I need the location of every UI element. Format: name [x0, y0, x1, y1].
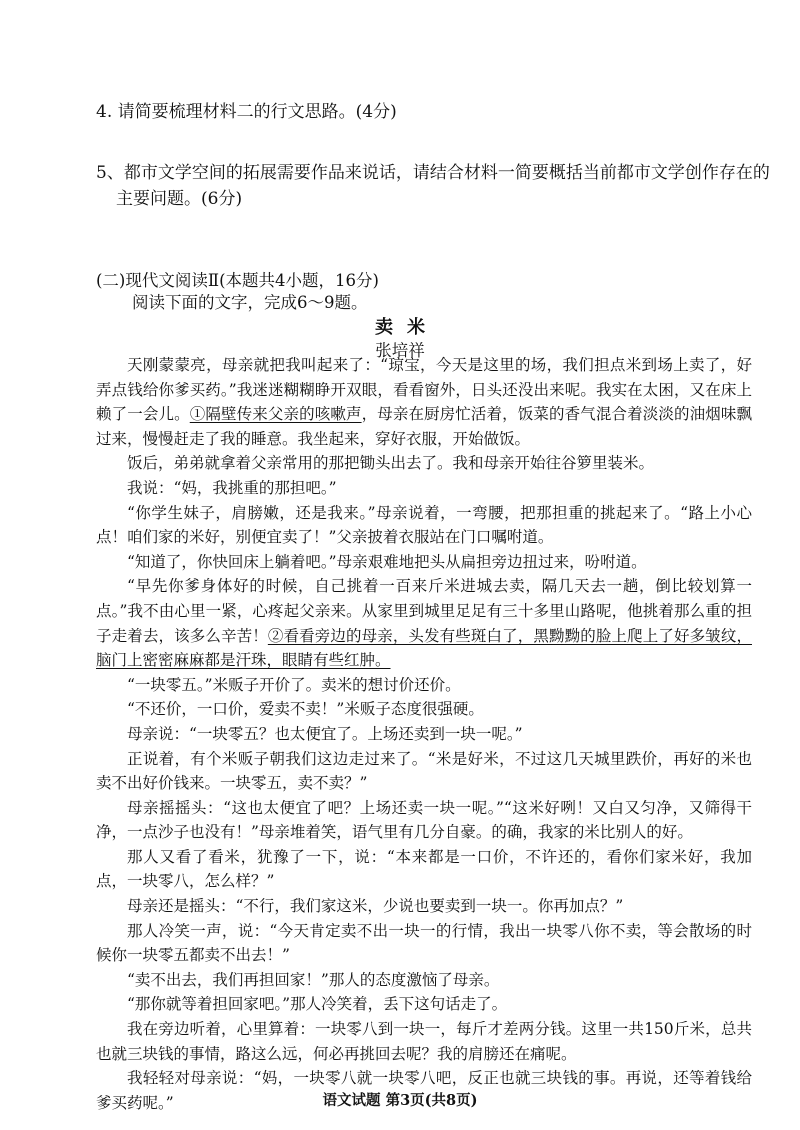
underlined-sentence-2: ②看看旁边的母亲，头发有些斑白了，黑黝黝的脸上爬上了好多皱纹，脑门上密密麻麻都是汗珠，眼睛有些红肿。	[96, 626, 752, 670]
paragraph	[96, 353, 752, 451]
paragraph: “那你就等着担回家吧。”那人冷笑着，丢下这句话走了。	[127, 995, 508, 1014]
paragraph: 母亲说：“一块零五？也太便宜了。上场还卖到一块一呢。”	[127, 724, 523, 743]
paragraph-text: “早先你爹身体好的时候，自己挑着一百来斤米进城去卖，隔几天去一趟，倒比较划算一点。”我不由心里一紧，心疼起父亲来。从家里到城里足足有三十多里山路呢，他挑着那么重的担子走着去，该多么辛苦！	[96, 577, 752, 645]
page-footer: 语文试题 第3页(共8页)	[322, 1092, 478, 1109]
paragraph: 我在旁边听着，心里算着：一块零八到一块一，每斤才差两分钱。这里一共150斤米，总共也就三块钱的事情，路这么远，何必再挑回去呢？我的肩膀还在痛呢。	[96, 1020, 752, 1063]
story-body	[96, 353, 752, 1115]
paragraph: 母亲还是摇头：“不行，我们家这米，少说也要卖到一块一。你再加点？”	[127, 897, 624, 916]
paragraph: 我说：“妈，我挑重的那担吧。”	[127, 478, 337, 497]
paragraph: 我轻轻对母亲说：“妈，一块零八就一块零八吧，反正也就三块钱的事。再说，还等着钱给爹买药呢。”	[96, 1069, 752, 1112]
story-author: 张培祥	[375, 341, 425, 360]
paragraph: 那人又看了看米，犹豫了一下，说：“本来都是一口价，不许还的，看你们家米好，我加点，一块零八，怎么样？”	[96, 847, 752, 891]
paragraph: 母亲摇摇头：“这也太便宜了吧？上场还卖一块一呢。”“这米好咧！又白又匀净，又筛得干净，一点沙子也没有！”母亲堆着笑，语气里有几分自豪。的确，我家的米比别人的好。	[96, 798, 752, 842]
underlined-sentence-1: ①隔壁传来父亲的咳嗽声	[189, 405, 362, 424]
paragraph: “知道了，你快回床上躺着吧。”母亲艰难地把头从扁担旁边扭过来，吩咐道。	[127, 552, 647, 571]
paragraph: “一块零五。”米贩子开价了。卖米的想讨价还价。	[127, 675, 461, 694]
question-4: 4. 请简要梳理材料二的行文思路。(4分)	[96, 102, 397, 122]
paragraph: 饭后，弟弟就拿着父亲常用的那把锄头出去了。我和母亲开始往谷箩里装米。	[127, 454, 655, 473]
question-5: 5、都市文学空间的拓展需要作品来说话，请结合材料一简要概括当前都市文学创作存在的主要问题。(6分)	[96, 163, 770, 209]
paragraph: “不还价，一口价，爱卖不卖！”米贩子态度很强硬。	[127, 700, 484, 719]
paragraph: 正说着，有个米贩子朝我们这边走过来了。“米是好米，不过这几天城里跌价，再好的米也卖不出好价钱来。一块零五，卖不卖？”	[96, 749, 752, 793]
paragraph-text: 天刚蒙蒙亮，母亲就把我叫起来了：“琼宝，今天是这里的场，我们担点米到场上卖了，好弄点钱给你爹买药。”我迷迷糊糊睁开双眼，看看窗外，日头还没出来呢。我实在太困，又在床上赖了一会儿。	[96, 356, 752, 424]
paragraph: “你学生妹子，肩膀嫩，还是我来。”母亲说着，一弯腰，把那担重的挑起来了。“路上小心点！咱们家的米好，别便宜卖了！”父亲披着衣服站在门口嘱咐道。	[96, 503, 752, 547]
paragraph-text: ，母亲在厨房忙活着，饭菜的香气混合着淡淡的油烟味飘过来，慢慢赶走了我的睡意。我坐起来，穿好衣服，开始做饭。	[96, 405, 752, 448]
section-heading: (二)现代文阅读Ⅱ(本题共4小题，16分)	[96, 271, 379, 290]
paragraph: “卖不出去，我们再担回家！”那人的态度激恼了母亲。	[127, 970, 500, 989]
paragraph: 那人冷笑一声，说：“今天肯定卖不出一块一的行情，我出一块零八你不卖，等会散场的时候你一块零五都卖不出去！”	[96, 921, 752, 965]
story-title: 卖米	[375, 317, 439, 338]
paragraph	[96, 574, 752, 672]
section-instruction: 阅读下面的文字，完成6～9题。	[132, 293, 368, 312]
